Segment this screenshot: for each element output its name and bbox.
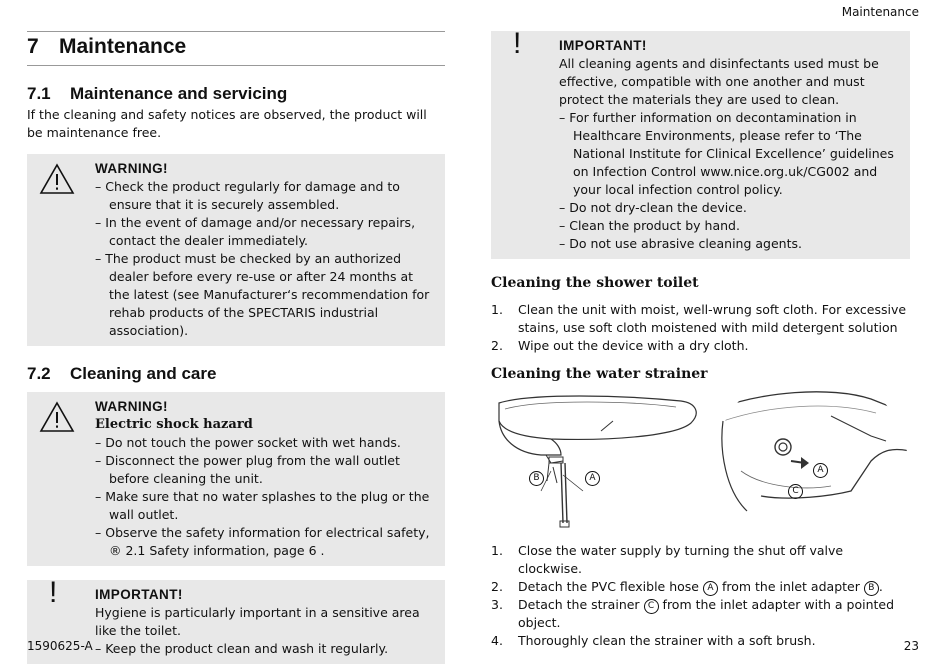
warning-title: WARNING! (95, 399, 168, 414)
important-text: All cleaning agents and disinfectants used must be effective, compatible with one another and must protect the materials they are used to clean. (559, 56, 879, 107)
step-number: 3. (491, 597, 503, 612)
step-number: 2. (491, 338, 503, 353)
right-column (491, 27, 910, 650)
warning-item: – Make sure that no water splashes to the plug or the wall outlet. (95, 488, 437, 524)
step-item (491, 301, 910, 337)
warning-item: – The product must be checked by an authorized dealer before every re-use or after 24 months at the latest (see Manufacturer‘s recommendation for rehab products of the SPECTARIS industrial association). (95, 250, 437, 340)
label-c (788, 484, 803, 499)
step-text: from the inlet adapter with a pointed object. (518, 597, 895, 630)
step-text: . (878, 579, 883, 594)
step-text: Detach the strainer (518, 597, 640, 612)
chapter-title-text: Maintenance (59, 35, 187, 58)
document-number: 1590625-A (27, 639, 93, 653)
important-title: IMPORTANT! (559, 38, 647, 53)
step-item (491, 596, 910, 632)
section-7-2-heading (27, 364, 445, 384)
important-box-cleaning-agents (491, 27, 910, 259)
label-a-inline: A (703, 581, 718, 596)
callout-letter: A (589, 473, 596, 483)
important-item: – Keep the product clean and wash it regularly. (95, 640, 437, 658)
step-text: Detach the PVC flexible hose (518, 579, 699, 594)
running-header: Maintenance (841, 5, 919, 19)
section-title: Maintenance and servicing (70, 84, 288, 103)
strainer-cleaning-steps (491, 542, 910, 650)
callout-letter: C (792, 486, 799, 496)
warning-triangle-icon (39, 163, 75, 195)
section-title: Cleaning and care (70, 364, 217, 383)
step-number: 1. (491, 302, 503, 317)
label-c-inline: C (644, 599, 659, 614)
important-item: – Clean the product by hand. (559, 217, 902, 235)
warning-item: – Observe the safety information for electrical safety, ® 2.1 Safety information, page 6 . (95, 524, 437, 560)
callout-letter: B (533, 473, 540, 483)
step-text: Clean the unit with moist, well-wrung soft cloth. For excessive stains, use soft cloth moistened with mild detergent solution (518, 302, 907, 335)
exclamation-icon: ! (513, 27, 522, 60)
step-text: from the inlet adapter (721, 579, 860, 594)
warning-item: – Disconnect the power plug from the wall outlet before cleaning the unit. (95, 452, 437, 488)
callout-letter: A (817, 465, 824, 475)
step-text: Close the water supply by turning the shut off valve clockwise. (518, 543, 844, 576)
left-column (27, 32, 445, 664)
exclamation-icon: ! (49, 576, 58, 609)
label-b-inline: B (864, 581, 879, 596)
step-number: 2. (491, 579, 503, 594)
warning-item: – Do not touch the power socket with wet hands. (95, 434, 437, 452)
important-title: IMPORTANT! (95, 587, 183, 602)
shower-cleaning-steps (491, 301, 910, 355)
step-item (491, 542, 910, 578)
label-a-detail (813, 463, 828, 478)
label-b (529, 471, 544, 486)
strainer-illustration (491, 391, 910, 541)
section-7-1-heading (27, 84, 445, 104)
step-item (491, 632, 910, 650)
water-strainer-heading: Cleaning the water strainer (491, 366, 708, 382)
section-number: 7.2 (27, 364, 51, 383)
step-text: Thoroughly clean the strainer with a soft brush. (518, 633, 816, 648)
warning-title: WARNING! (95, 161, 168, 176)
warning-item: – Check the product regularly for damage and to ensure that it is securely assembled. (95, 178, 437, 214)
section-number: 7.1 (27, 84, 51, 103)
label-a (585, 471, 600, 486)
warning-subtitle: Electric shock hazard (95, 417, 253, 432)
step-item (491, 337, 910, 355)
warning-triangle-icon (39, 401, 75, 433)
step-item (491, 578, 910, 596)
important-text: Hygiene is particularly important in a sensitive area like the toilet. (95, 605, 420, 638)
warning-box-electric (27, 392, 445, 566)
chapter-title (27, 35, 445, 66)
step-number: 1. (491, 543, 503, 558)
warning-item: – In the event of damage and/or necessary repairs, contact the dealer immediately. (95, 214, 437, 250)
important-item: – Do not use abrasive cleaning agents. (559, 235, 902, 253)
step-text: Wipe out the device with a dry cloth. (518, 338, 749, 353)
important-item: – Do not dry-clean the device. (559, 199, 902, 217)
maintenance-intro: If the cleaning and safety notices are observed, the product will be maintenance free. (27, 107, 427, 140)
step-number: 4. (491, 633, 503, 648)
toilet-seat-drawing (491, 391, 910, 541)
page-number: 23 (903, 639, 919, 653)
warning-box-servicing (27, 154, 445, 346)
chapter-number: 7 (27, 35, 39, 58)
shower-toilet-heading: Cleaning the shower toilet (491, 275, 699, 291)
important-item: – For further information on decontamination in Healthcare Environments, please refer to ‘The National Institute for Clinical Excellence’ guidelines on Infection Control www.nice.org.uk/CG002 and your local infection control policy. (559, 109, 902, 199)
